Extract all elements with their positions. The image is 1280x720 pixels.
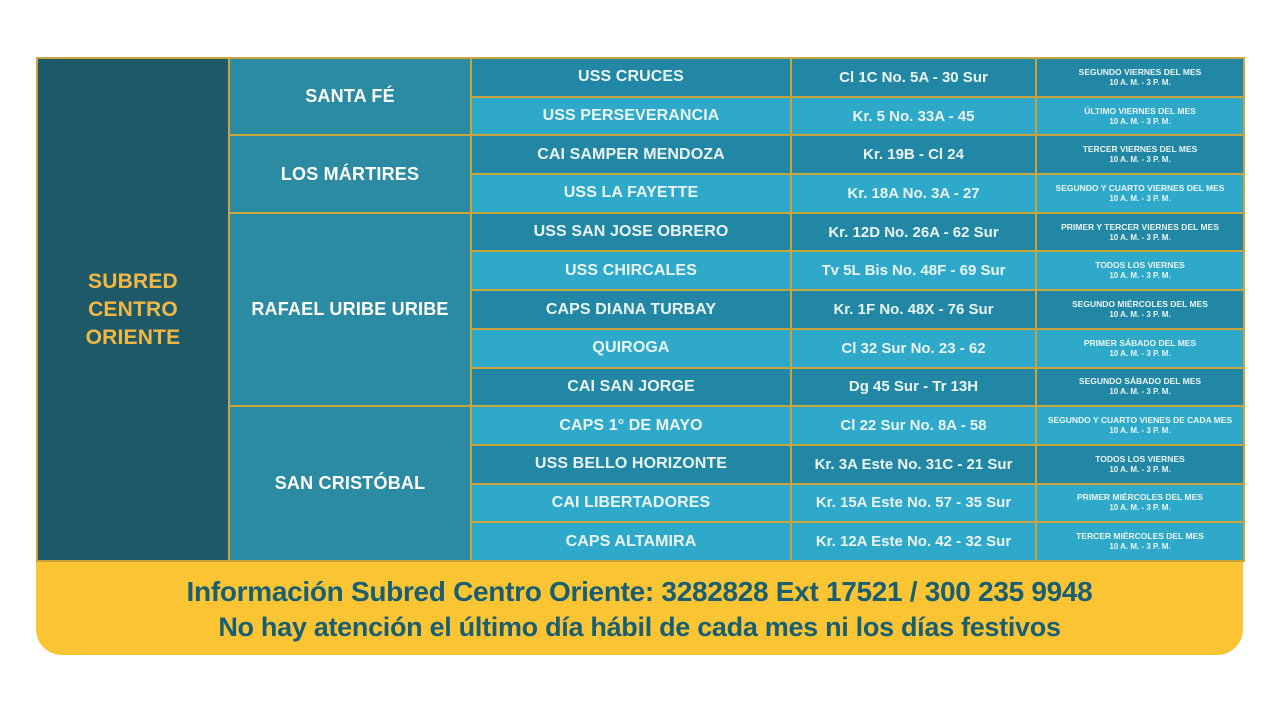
table-row <box>472 369 1243 406</box>
schedule-cell <box>1037 291 1243 328</box>
facility-name-cell: USS LA FAYETTE <box>472 175 790 212</box>
table-row <box>472 98 1243 135</box>
schedule-cell <box>1037 369 1243 406</box>
schedule-days: TERCER VIERNES DEL MES <box>1082 144 1198 155</box>
facility-name-cell: CAPS ALTAMIRA <box>472 523 790 560</box>
address-cell: Kr. 1F No. 48X - 76 Sur <box>792 291 1035 328</box>
schedule-days: PRIMER SÁBADO DEL MES <box>1083 337 1197 348</box>
address-cell: Cl 1C No. 5A - 30 Sur <box>792 59 1035 96</box>
table-row <box>472 214 1243 251</box>
schedule-hours: 10 A. M. - 3 P. M. <box>1109 348 1171 358</box>
schedule-days: TODOS LOS VIERNES <box>1095 260 1185 271</box>
schedule-cell <box>1037 523 1243 560</box>
schedule-hours: 10 A. M. - 3 P. M. <box>1109 387 1171 397</box>
address-cell: Kr. 12D No. 26A - 62 Sur <box>792 214 1035 251</box>
schedule-cell <box>1037 407 1243 444</box>
locality-group-rafael-uribe-uribe <box>230 214 1243 405</box>
service-points-table <box>36 57 1245 562</box>
table-row <box>472 485 1243 522</box>
table-row <box>472 291 1243 328</box>
schedule-hours: 10 A. M. - 3 P. M. <box>1109 464 1171 474</box>
schedule-cell <box>1037 214 1243 251</box>
address-cell: Cl 22 Sur No. 8A - 58 <box>792 407 1035 444</box>
schedule-hours: 10 A. M. - 3 P. M. <box>1109 232 1171 242</box>
locality-group-san-cristobal <box>230 407 1243 560</box>
address-cell: Kr. 19B - Cl 24 <box>792 136 1035 173</box>
address-cell: Kr. 18A No. 3A - 27 <box>792 175 1035 212</box>
subred-title-line2: CENTRO ORIENTE <box>85 297 181 349</box>
address-cell: Kr. 3A Este No. 31C - 21 Sur <box>792 446 1035 483</box>
schedule-hours: 10 A. M. - 3 P. M. <box>1109 426 1171 436</box>
schedule-hours: 10 A. M. - 3 P. M. <box>1109 116 1171 126</box>
table-row <box>472 523 1243 560</box>
schedule-days: TODOS LOS VIERNES <box>1095 453 1185 464</box>
schedule-hours: 10 A. M. - 3 P. M. <box>1109 503 1171 513</box>
schedule-days: SEGUNDO Y CUARTO VIERNES DEL MES <box>1055 182 1225 193</box>
schedule-cell <box>1037 59 1243 96</box>
table-row <box>472 59 1243 96</box>
table-row <box>472 446 1243 483</box>
schedule-hours: 10 A. M. - 3 P. M. <box>1109 77 1171 87</box>
address-cell: Kr. 15A Este No. 57 - 35 Sur <box>792 485 1035 522</box>
schedule-hours: 10 A. M. - 3 P. M. <box>1109 310 1171 319</box>
info-banner <box>36 562 1243 655</box>
facility-name-cell: CAPS 1° DE MAYO <box>472 407 790 444</box>
schedule-days: SEGUNDO Y CUARTO VIENES DE CADA MES <box>1047 415 1233 426</box>
locality-cell: LOS MÁRTIRES <box>230 136 470 211</box>
schedule-cell <box>1037 252 1243 289</box>
facility-name-cell: USS PERSEVERANCIA <box>472 98 790 135</box>
locality-cell: SAN CRISTÓBAL <box>230 407 470 560</box>
schedule-cell <box>1037 98 1243 135</box>
facility-name-cell: USS BELLO HORIZONTE <box>472 446 790 483</box>
facility-name-cell: CAI LIBERTADORES <box>472 485 790 522</box>
schedule-hours: 10 A. M. - 3 P. M. <box>1109 193 1171 203</box>
schedule-days: PRIMER MIÉRCOLES DEL MES <box>1077 492 1203 503</box>
schedule-cell <box>1037 330 1243 367</box>
address-cell: Kr. 5 No. 33A - 45 <box>792 98 1035 135</box>
schedule-cell <box>1037 175 1243 212</box>
schedule-hours: 10 A. M. - 3 P. M. <box>1109 155 1171 165</box>
table-row <box>472 136 1243 173</box>
schedule-hours: 10 A. M. - 3 P. M. <box>1109 271 1171 281</box>
table-row <box>472 175 1243 212</box>
address-cell: Kr. 12A Este No. 42 - 32 Sur <box>792 523 1035 560</box>
schedule-cell <box>1037 485 1243 522</box>
locality-group-santa-fe <box>230 59 1243 134</box>
schedule-cell <box>1037 446 1243 483</box>
address-cell: Cl 32 Sur No. 23 - 62 <box>792 330 1035 367</box>
table-row <box>472 252 1243 289</box>
locality-cell: RAFAEL URIBE URIBE <box>230 214 470 405</box>
schedule-days: SEGUNDO VIERNES DEL MES <box>1078 66 1202 77</box>
facility-name-cell: CAI SAN JORGE <box>472 369 790 406</box>
table-row <box>472 407 1243 444</box>
facility-name-cell: CAPS DIANA TURBAY <box>472 291 790 328</box>
subred-title-line1: SUBRED <box>88 269 178 293</box>
schedule-days: SEGUNDO MIÉRCOLES DEL MES <box>1072 299 1208 309</box>
address-cell: Dg 45 Sur - Tr 13H <box>792 369 1035 406</box>
facility-name-cell: USS CHIRCALES <box>472 252 790 289</box>
schedule-days: PRIMER Y TERCER VIERNES DEL MES <box>1061 221 1219 232</box>
facility-name-cell: CAI SAMPER MENDOZA <box>472 136 790 173</box>
schedule-days: SEGUNDO SÁBADO DEL MES <box>1078 376 1202 387</box>
locality-group-los-martires <box>230 136 1243 211</box>
subred-header-cell <box>38 59 228 560</box>
schedule-days: TERCER MIÉRCOLES DEL MES <box>1076 531 1204 542</box>
info-banner-line2: No hay atención el último día hábil de cada mes ni los días festivos <box>218 611 1061 642</box>
facility-name-cell: USS CRUCES <box>472 59 790 96</box>
schedule-cell <box>1037 136 1243 173</box>
locality-cell: SANTA FÉ <box>230 59 470 134</box>
address-cell: Tv 5L Bis No. 48F - 69 Sur <box>792 252 1035 289</box>
facility-name-cell: QUIROGA <box>472 330 790 367</box>
schedule-days: ÚLTIMO VIERNES DEL MES <box>1084 105 1196 116</box>
locality-groups <box>230 59 1243 560</box>
info-banner-line1: Información Subred Centro Oriente: 3282828 Ext 17521 / 300 235 9948 <box>186 575 1093 607</box>
facility-name-cell: USS SAN JOSE OBRERO <box>472 214 790 251</box>
table-row <box>472 330 1243 367</box>
schedule-hours: 10 A. M. - 3 P. M. <box>1109 542 1171 552</box>
